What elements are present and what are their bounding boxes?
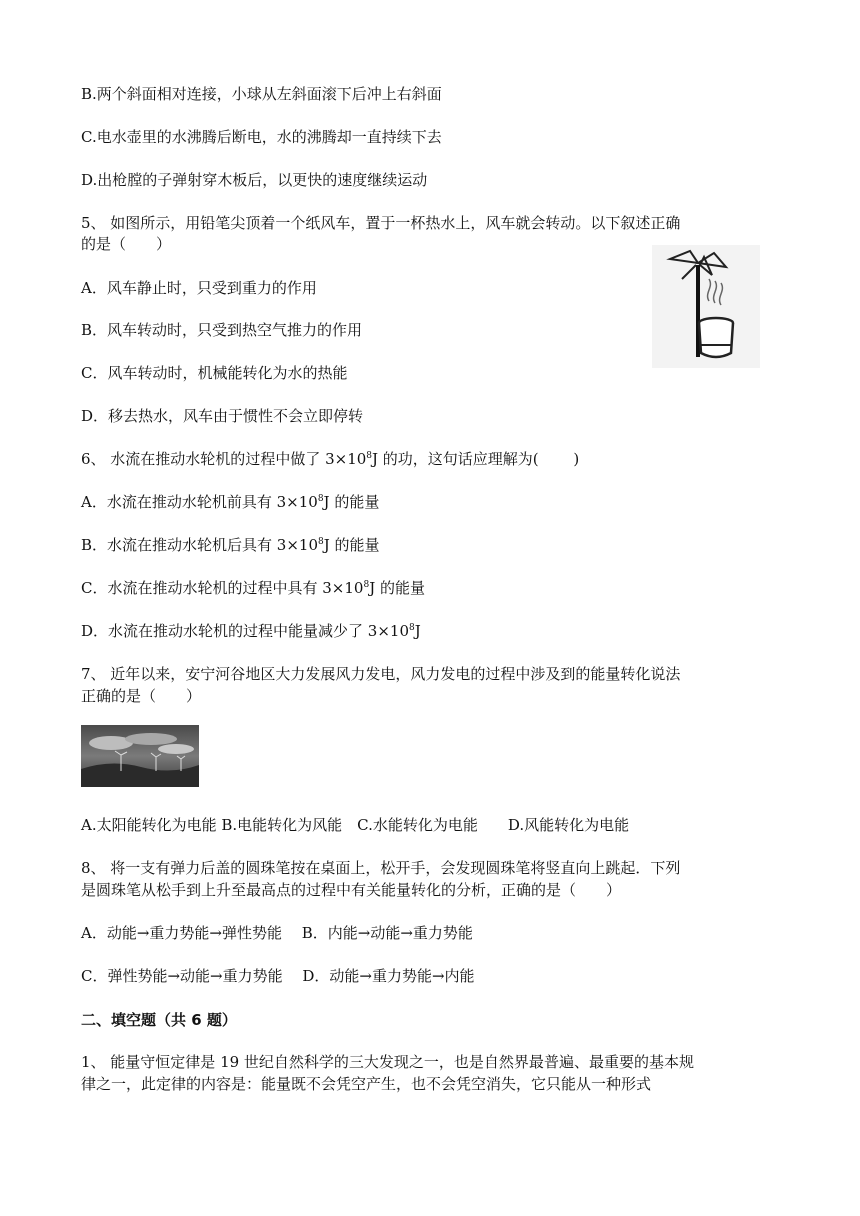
section-title-fill-in: 二、填空题（共 6 题）	[81, 1011, 237, 1029]
q8-options-ab: A．动能→重力势能→弹性势能 B．内能→动能→重力势能	[81, 924, 473, 942]
q5-option-a: A．风车静止时，只受到重力的作用	[81, 279, 317, 297]
paper-windmill-figure	[652, 245, 760, 368]
q4-option-c: C.电水壶里的水沸腾后断电，水的沸腾却一直持续下去	[81, 128, 442, 146]
wind-farm-photo	[81, 725, 199, 787]
q8-options-cd: C．弹性势能→动能→重力势能 D．动能→重力势能→内能	[81, 967, 475, 985]
q5-option-d: D．移去热水，风车由于惯性不会立即停转	[81, 407, 364, 425]
q4-option-d: D.出枪膛的子弹射穿木板后，以更快的速度继续运动	[81, 171, 428, 189]
q5-option-b: B．风车转动时，只受到热空气推力的作用	[81, 321, 363, 339]
q6-option-a: A．水流在推动水轮机前具有 $3\times 10^8J$ 的能量	[81, 493, 380, 511]
q7-stem-line1: 7、 近年以来，安宁河谷地区大力发展风力发电，风力发电的过程中涉及到的能量转化说法	[81, 665, 681, 683]
q8-stem-line1: 8、 将一支有弹力后盖的圆珠笔按在桌面上，松开手，会发现圆珠笔将竖直向上跳起．下列	[81, 859, 681, 877]
q6-option-c: C．水流在推动水轮机的过程中具有 $3\times 10^8J$ 的能量	[81, 579, 425, 597]
q5-option-c: C．风车转动时，机械能转化为水的热能	[81, 364, 348, 382]
q6-stem: 6、 水流在推动水轮机的过程中做了 $3\times 10^8J$ 的功，这句话应理解为( )	[81, 450, 580, 468]
q8-stem-line2: 是圆珠笔从松手到上升至最高点的过程中有关能量转化的分析，正确的是（ ）	[81, 881, 622, 899]
q7-options: A.太阳能转化为电能 B.电能转化为风能 C.水能转化为电能 D.风能转化为电能	[81, 816, 630, 834]
q4-option-b: B.两个斜面相对连接，小球从左斜面滚下后冲上右斜面	[81, 85, 442, 103]
q5-stem-line2: 的是（ ）	[81, 235, 172, 253]
q6-option-d: D．水流在推动水轮机的过程中能量减少了 $3\times 10^8J$	[81, 622, 421, 640]
fill1-line1: 1、 能量守恒定律是 19 世纪自然科学的三大发现之一，也是自然界最普遍、最重要的基本规	[81, 1053, 694, 1071]
fill1-line2: 律之一，此定律的内容是：能量既不会凭空产生，也不会凭空消失，它只能从一种形式	[81, 1075, 652, 1093]
q7-stem-line2: 正确的是（ ）	[81, 687, 202, 705]
q6-option-b: B．水流在推动水轮机后具有 $3\times 10^8J$ 的能量	[81, 536, 380, 554]
q5-stem-line1: 5、 如图所示，用铅笔尖顶着一个纸风车，置于一杯热水上，风车就会转动。以下叙述正确	[81, 214, 681, 232]
